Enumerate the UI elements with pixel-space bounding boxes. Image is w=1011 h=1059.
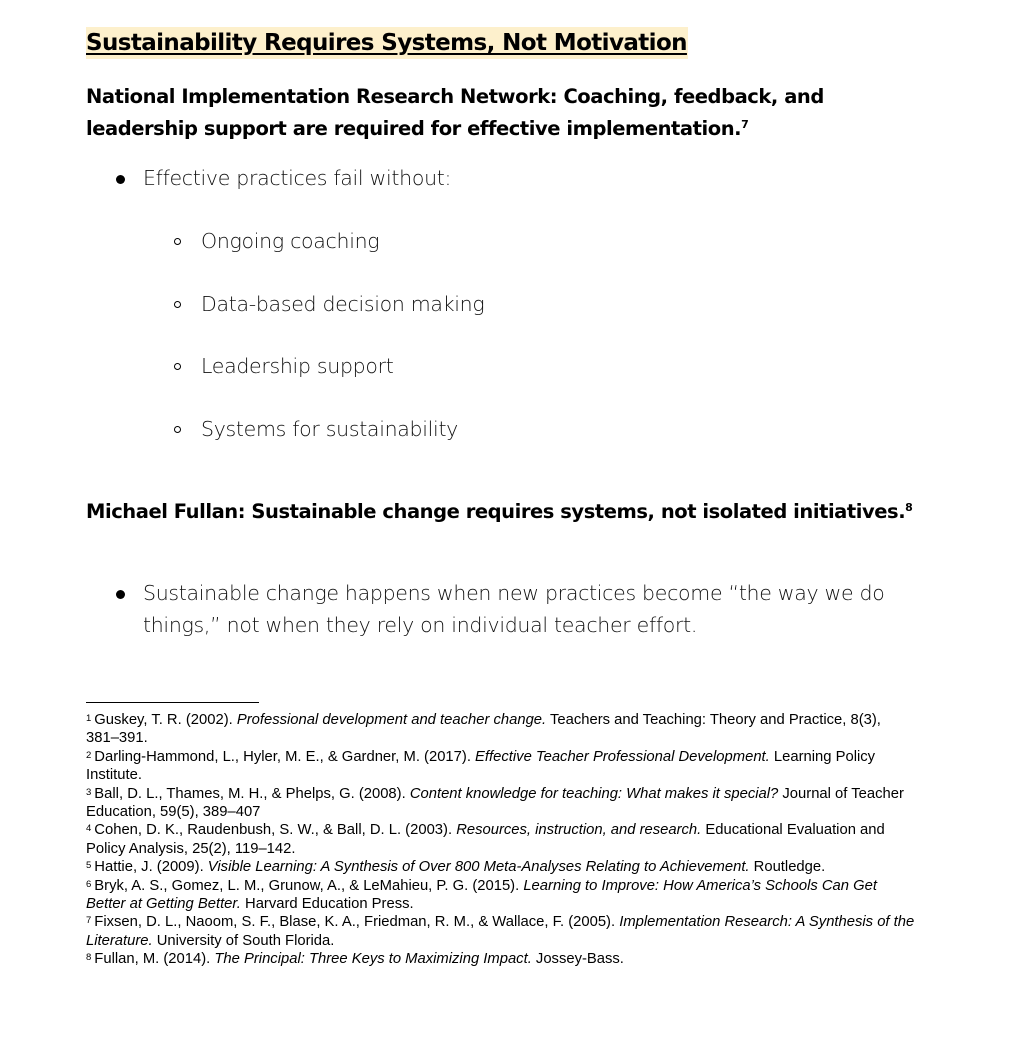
footnote-source: Teachers and Teaching: Theory and Practice, 8(3), 381–391. [86, 712, 881, 747]
footnote-ref[interactable]: 8 [905, 501, 913, 514]
footnote [86, 913, 916, 950]
footnote-source: Routledge. [749, 859, 826, 876]
footnote-title: Learning to Improve: How America’s Schools Can Get Better at Getting Better. [86, 877, 877, 913]
hollow-circle-bullet-icon [174, 363, 181, 370]
footnote-number[interactable]: 1 [86, 713, 92, 724]
bullet-item [116, 162, 916, 194]
footnote-authors: Hattie, J. (2009). [94, 859, 208, 876]
bullet-text: Effective practices fail without: [143, 166, 452, 190]
footnote-authors: Fixsen, D. L., Naoom, S. F., Blase, K. A., Friedman, R. M., & Wallace, F. (2005). [94, 914, 620, 931]
footnote-title: Implementation Research: A Synthesis of the Literature. [86, 914, 915, 949]
hollow-circle-bullet-icon [174, 301, 181, 308]
footnote-authors: Bryk, A. S., Gomez, L. M., Grunow, A., & LeMahieu, P. G. (2015). [94, 877, 524, 894]
page-title: Sustainability Requires Systems, Not Motivation [86, 27, 688, 59]
footnote-authors: Cohen, D. K., Raudenbush, S. W., & Ball, D. L. (2003). [94, 822, 457, 839]
sub-bullet-item [174, 225, 774, 257]
footnote [86, 748, 916, 785]
bullet-dot-icon [116, 175, 125, 184]
section-heading-nirn [86, 81, 926, 144]
bullet-item [116, 577, 916, 641]
hollow-circle-bullet-icon [174, 426, 181, 433]
footnote-number[interactable]: 8 [86, 952, 92, 964]
footnote-number[interactable]: 3 [86, 786, 92, 798]
footnote-title: Resources, instruction, and research. [456, 822, 702, 839]
bullet-text: Sustainable change happens when new practices become “the way we do things,” not when they rely on individual teacher effort. [143, 581, 885, 637]
footnote [86, 950, 916, 968]
footnote-title: Content knowledge for teaching: What makes it special? [409, 785, 779, 802]
footnotes-list [86, 711, 916, 969]
sub-bullet-text: Leadership support [201, 354, 394, 378]
footnote-authors: Guskey, T. R. (2002). [94, 712, 237, 728]
footnote-ref[interactable]: 7 [741, 117, 749, 131]
hollow-circle-bullet-icon [174, 238, 181, 245]
bullet-dot-icon [116, 590, 125, 599]
footnote-number[interactable]: 5 [86, 860, 92, 872]
footnote [86, 711, 916, 748]
sub-bullet-item [174, 350, 774, 382]
footnote [86, 785, 916, 822]
footnote-authors: Darling-Hammond, L., Hyler, M. E., & Gardner, M. (2017). [94, 748, 476, 765]
footnote [86, 821, 916, 858]
footnote-authors: Fullan, M. (2014). [94, 951, 215, 968]
footnote-authors: Ball, D. L., Thames, M. H., & Phelps, G. (2008). [94, 785, 410, 802]
sub-bullet-text: Systems for sustainability [201, 417, 459, 441]
sub-bullet-text: Data-based decision making [201, 292, 485, 316]
footnote-number[interactable]: 6 [86, 878, 92, 890]
section-heading-text: National Implementation Research Network: Coaching, feedback, and leadership support are required for effective implementation. [86, 85, 824, 140]
sub-bullet-item [174, 288, 774, 320]
footnote-source: University of South Florida. [152, 932, 335, 949]
footnote-source: Harvard Education Press. [240, 896, 414, 913]
footnote-source: Educational Evaluation and Policy Analysis, 25(2), 119–142. [86, 822, 885, 857]
footnote-number[interactable]: 4 [86, 823, 92, 835]
footnote-title: Professional development and teacher change. [236, 712, 547, 728]
footnote-title: Visible Learning: A Synthesis of Over 800 Meta-Analyses Relating to Achievement. [207, 859, 750, 876]
footnote-source: Jossey-Bass. [531, 951, 624, 968]
footnote-title: Effective Teacher Professional Development. [475, 748, 770, 765]
footnote-title: The Principal: Three Keys to Maximizing Impact. [214, 951, 532, 968]
footnote [86, 858, 916, 876]
footnote-source: Journal of Teacher Education, 59(5), 389–407 [86, 785, 904, 821]
footnote-number[interactable]: 2 [86, 749, 92, 761]
section-heading-text: Michael Fullan: Sustainable change requires systems, not isolated initiatives. [86, 500, 906, 523]
section-heading-fullan [86, 496, 926, 528]
footnote [86, 877, 916, 914]
footnote-source: Learning Policy Institute. [86, 748, 876, 784]
sub-bullet-text: Ongoing coaching [201, 229, 380, 253]
sub-bullet-item [174, 413, 774, 445]
footnote-number[interactable]: 7 [86, 915, 92, 927]
footnote-divider [86, 702, 259, 703]
